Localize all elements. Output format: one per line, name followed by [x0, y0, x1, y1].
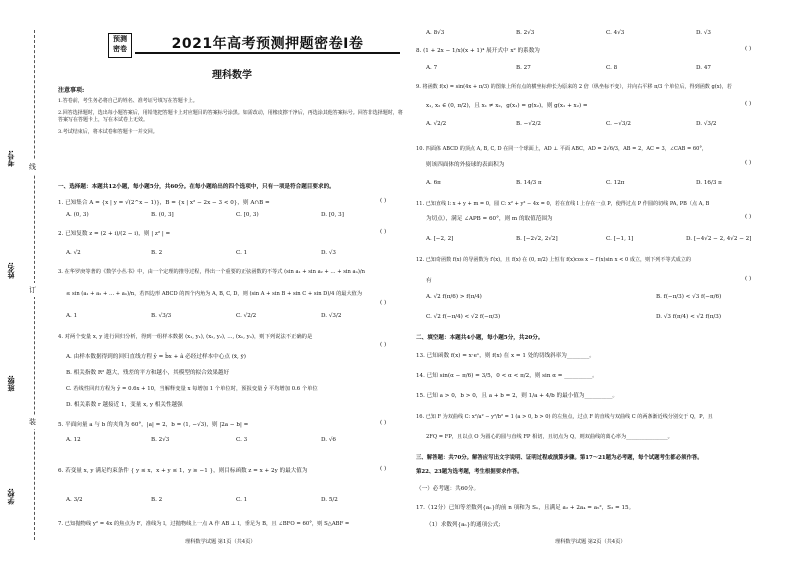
question-1: 1. 已知集合 A = {x | y = √(2^x − 1)}，B = {x | x² − 2x − 3 < 0}，则 A∩B =: [58, 200, 270, 206]
option: B. 27: [516, 65, 531, 71]
option: B. (0, 3]: [151, 212, 174, 218]
options-row: [66, 250, 406, 256]
option: C. 3: [236, 437, 248, 443]
option: C. 1: [236, 497, 248, 503]
question-9-cont: x₁, x₂ ∈ (0, π/2)，且 x₁ ≠ x₂，g(x₁) = g(x₂)，则 g(x₁ + x₂) =: [426, 103, 588, 109]
question-6: 6. 若变量 x, y 满足约束条件 { y ≤ x，x + y ≤ 1，y ≥ −1 }，则目标函数 z = x + 2y 的最大值为: [58, 468, 308, 474]
option: C. 1: [236, 250, 248, 256]
notice-block: [58, 85, 406, 140]
option: D. 47: [696, 65, 711, 71]
option: A. √2: [66, 250, 81, 256]
options-row: [426, 314, 786, 320]
question-12: 12. 已知奇函数 f(x) 的导函数为 f′(x)，且 f(x) 在 (0, π/2) 上恒有 f(x)cos x − f′(x)sin x < 0 成立，则下列不等式成立的: [416, 257, 691, 263]
option: A. 8√3: [426, 30, 445, 36]
question-17: 17.（12分）已知等差数列{aₙ}的前 n 项和为 Sₙ，且满足 a₂ + 2a₄ = a₅²，S₃ = 15。: [416, 505, 635, 511]
question-4-option-c: C. 若线性回归方程为 ŷ = 0.6x + 10，当解释变量 x 每增加 1 个单位时，预报变量 ŷ 平均增加 0.6 个单位: [66, 386, 318, 392]
footer-right: 理科数学试题 第2页（共4页）: [555, 539, 626, 545]
option: C. [−1, 1]: [606, 236, 634, 242]
option: A. √2/2: [426, 121, 447, 127]
notice-item: 3.考试结束后，将本试卷和答题卡一并交回。: [58, 128, 158, 135]
option: D. [−4√2 − 2, 4√2 − 2]: [686, 236, 752, 242]
question-3-cont: ≤ sin (a₁ + a₂ + … + aₙ)/n，若四边形 ABCD 的四个内角为 A, B, C, D，则 (sin A + sin B + sin C + sin D)/4 的最大值为: [66, 291, 363, 297]
option: B. 2√3: [516, 30, 535, 36]
option: A. 6π: [426, 180, 441, 186]
answer-paren: ( ): [380, 420, 387, 426]
cut-word-zhuang: 装: [29, 415, 36, 429]
option: D. √3/2: [321, 313, 342, 319]
option: A. √2 f(π/6) > f(π/4): [426, 294, 482, 300]
options-row: [426, 294, 786, 300]
title-underline: [135, 52, 400, 54]
school-label: 学校:: [7, 488, 15, 505]
answer-paren: ( ): [745, 276, 752, 282]
class-label: 班级:: [7, 375, 15, 392]
option: D. 5/2: [321, 497, 338, 503]
question-16: 16. 已知 F 为双曲线 C: x²/a² − y²/b² = 1 (a > 0, b > 0) 的左焦点，过点 F 的直线与双曲线 C 的两条渐近线分别交于 Q，P，且: [416, 414, 713, 420]
option: D. √3: [321, 250, 336, 256]
footer-left: 理科数学试题 第1页（共4页）: [185, 539, 256, 545]
question-13: 13. 已知函数 f(x) = x·eˣ，则 f(x) 在 x = 1 处的切线斜率为________。: [416, 353, 595, 359]
option: B. −√2/2: [516, 121, 541, 127]
options-row: [426, 65, 786, 71]
option: A. 3/2: [66, 497, 83, 503]
question-3: 3. 在华罗庚等著的《数学小丛书》中，由一个定理的推导过程，得出一个重要的正弦函数的不等式 (sin a₁ + sin a₂ + … + sin aₙ)/n: [58, 269, 365, 275]
section-solve-note: 第22、23题为选考题，考生根据要求作答。: [416, 469, 523, 475]
question-10-cont: 则该四面体的外接球的表面积为: [426, 162, 505, 168]
question-4-option-b: B. 相关指数 R² 越大，残差的平方和越小，其模型的拟合效果越好: [66, 370, 230, 376]
yuce-mijuan-logo: 预测 密卷: [108, 33, 132, 58]
option: D. [0, 3]: [321, 212, 344, 218]
option: C. √2 f(−π/4) < √2 f(−π/3): [426, 314, 501, 320]
question-4: 4. 对两个变量 x, y 进行回归分析，得到一组样本数据 (x₁, y₁), (x₂, y₂), …, (xₙ, yₙ)，则下列说法不正确的是: [58, 334, 313, 340]
answer-paren: ( ): [380, 342, 387, 348]
option: C. √2/2: [236, 313, 257, 319]
option: D. √6: [321, 437, 336, 443]
question-12-cont: 有: [426, 278, 432, 284]
option: A. 1: [66, 313, 78, 319]
section-fill-heading: 二、填空题：本题共4小题，每小题5分，共20分。: [416, 335, 544, 341]
options-row: [426, 180, 786, 186]
question-4-option-d: D. 相关系数 r 越接近 1，变量 x, y 相关性越强: [66, 402, 183, 408]
answer-paren: ( ): [745, 46, 752, 52]
question-15: 15. 已知 a > 0，b > 0，且 a + b = 2，则 1/a + 4/b 的最小值为__________。: [416, 393, 619, 399]
option: A. 7: [426, 65, 438, 71]
section-solve-heading: 三、解答题：共70分。解答应写出文字说明、证明过程或演算步骤。第17～21题为必考题，每个试题考生都必须作答。: [416, 455, 703, 461]
option: C. [0, 3): [236, 212, 259, 218]
option: D. 16/3 π: [696, 180, 722, 186]
option: B. f(−π/3) < √3 f(−π/6): [656, 294, 722, 300]
option: A. (0, 3): [66, 212, 89, 218]
option: C. 4√3: [606, 30, 625, 36]
question-11: 11. 已知直线 l: x + y + m = 0，圆 C: x² + y² − 4x = 0，若在直线 l 上存在一点 P，使得过点 P 作圆的切线 PA, PB（点 A, B: [416, 201, 710, 207]
title-banner: [135, 30, 400, 58]
option: D. √3: [696, 30, 711, 36]
answer-paren: ( ): [745, 214, 752, 220]
option: B. 2√3: [151, 437, 170, 443]
option: B. 2: [151, 250, 163, 256]
exam-no-label: 考号:: [7, 150, 15, 167]
part-required: （一）必考题：共60分。: [416, 486, 480, 492]
question-14: 14. 已知 sin(α − π/6) = 3/5，0 < α < π/2，则 sin α = __________。: [416, 373, 598, 379]
answer-paren: ( ): [380, 466, 387, 472]
notice-item: 2.回答选择题时，选出每小题答案后，用铅笔把答题卡上对应题目的答案标号涂黑。如需改动，用橡皮擦干净后，再选涂其他答案标号。回答非选择题时，将答案写在答题卡上，写在本试卷上无效。: [58, 109, 403, 123]
option: C. −√3/2: [606, 121, 631, 127]
option: A. [−2, 2]: [426, 236, 454, 242]
name-label: 姓名:: [7, 262, 15, 279]
question-8: 8. (1 + 2x − 1/x)(x + 1)⁴ 展开式中 x² 的系数为: [416, 48, 540, 54]
question-4-option-a: A. 由样本数据得到的回归直线方程 ŷ = b̂x + â 必经过样本中心点 (x̄, ȳ): [66, 354, 246, 360]
answer-paren: ( ): [745, 160, 752, 166]
option: A. 12: [66, 437, 81, 443]
option: B. [−2√2, 2√2]: [516, 236, 558, 242]
notice-heading: 注意事项:: [58, 87, 85, 94]
question-7: 7. 已知抛物线 y² = 4x 的焦点为 F，准线为 l，过抛物线上一点 A 作 AB ⊥ l，垂足为 B，且 ∠BFO = 60°，则 S△ABF =: [58, 521, 350, 527]
question-16-cont: 2FQ = FP，且以点 O 为圆心的圆与直线 FP 相切，且切点为 Q，则双曲线的离心率为________________。: [426, 434, 673, 440]
answer-paren: ( ): [380, 300, 387, 306]
options-row: [66, 212, 406, 218]
option: C. 12π: [606, 180, 625, 186]
page-title: 2021年高考预测押题密卷Ⅰ卷: [171, 36, 364, 52]
option: D. √3/2: [696, 121, 717, 127]
cut-word-line: 线: [29, 160, 36, 174]
option: B. 14/3 π: [516, 180, 542, 186]
option: B. 2: [151, 497, 163, 503]
option: B. √3/3: [151, 313, 172, 319]
options-row: [426, 30, 786, 36]
options-row: [66, 497, 406, 503]
question-10: 10. 四面体 ABCD 的顶点 A, B, C, D 在同一个球面上，AD ⊥ 平面 ABC，AD = 2√6/3，AB = 2，AC = 3，∠CAB = 60°，: [416, 146, 707, 152]
answer-paren: ( ): [380, 229, 387, 235]
section-choice-heading: 一、选择题：本题共12小题，每小题5分，共60分。在每小题给出的四个选项中，只有一项是符合题目要求的。: [58, 184, 335, 190]
question-11-cont: 为切点），满足 ∠APB = 60°，则 m 的取值范围为: [426, 216, 553, 222]
options-row: [66, 437, 406, 443]
question-5: 5. 平面向量 a 与 b 的夹角为 60°，|a| = 2，b = (1, −√3)，则 |2a − b| =: [58, 422, 249, 428]
notice-item: 1.答卷前，考生务必将自己的姓名、准考证号填写在答题卡上。: [58, 98, 198, 104]
options-row: [426, 236, 786, 242]
binding-margin: [0, 0, 50, 561]
cut-word-ding: 订: [29, 283, 36, 297]
subject-title: 理科数学: [212, 70, 252, 81]
option: C. 8: [606, 65, 618, 71]
answer-paren: ( ): [380, 198, 387, 204]
options-row: [426, 121, 786, 127]
question-2: 2. 已知复数 z = (2 + i)/(2 − i)，则 | z² | =: [58, 231, 171, 237]
answer-paren: ( ): [745, 101, 752, 107]
option: D. √3 f(π/4) < √2 f(π/3): [656, 314, 721, 320]
question-9: 9. 将函数 f(x) = sin(4x + π/3) 的图象上所有点的横坐标伸长为原来的 2 倍（纵坐标不变），并向右平移 π/3 个单位后，得到函数 g(x)，若: [416, 84, 732, 90]
options-row: [66, 313, 406, 319]
question-17-part-1: （1）求数列{aₙ}的通项公式;: [426, 522, 501, 528]
